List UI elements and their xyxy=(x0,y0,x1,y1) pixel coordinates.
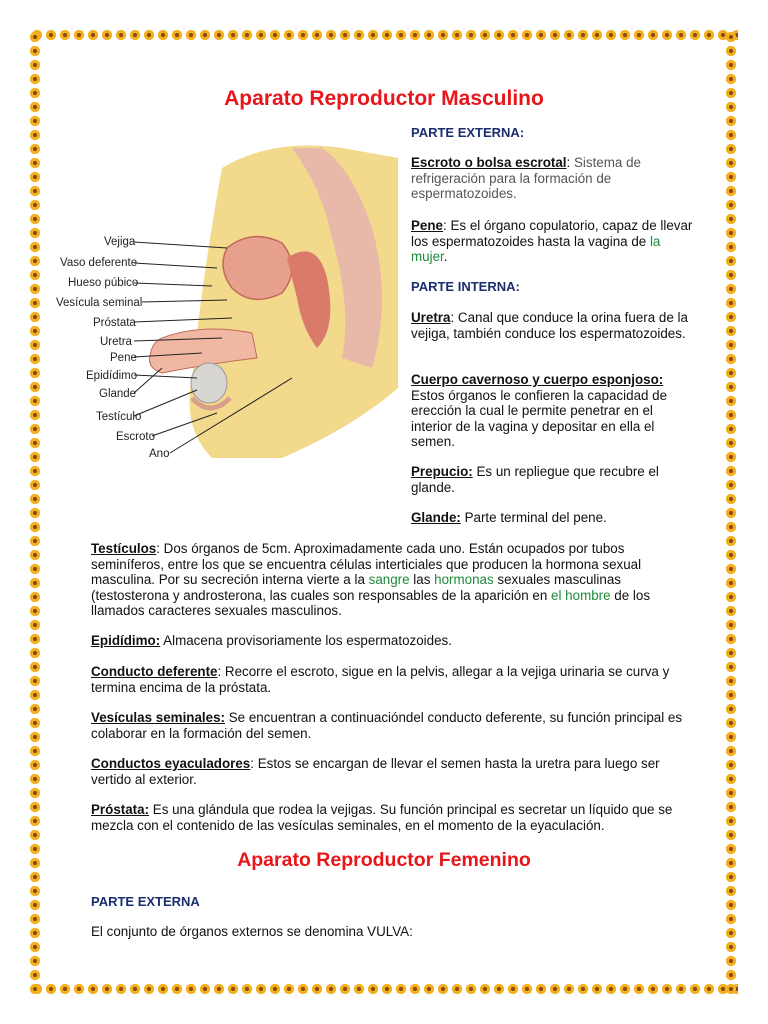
pene-text: Es el órgano copulatorio, capaz de llevar los espermatozoides hasta la vagina de xyxy=(411,218,693,249)
female-external-heading: PARTE EXTERNA xyxy=(91,894,200,909)
glande-term: Glande: xyxy=(411,510,461,525)
prepucio-term: Prepucio: xyxy=(411,464,473,479)
testiculos-text-4: de los llamados caracteres sexuales masculinos. xyxy=(91,587,651,618)
title-female: Aparato Reproductor Femenino xyxy=(237,849,531,871)
epididimo-text: Almacena provisoriamente los espermatozoides. xyxy=(160,633,452,648)
prostata-text: Es una glándula que rodea la vejigas. Su función principal es secretar un líquido que se mezcla con el contenido de las vesículas seminales, en el momento de la eyaculación. xyxy=(91,802,673,833)
top-border xyxy=(30,28,738,42)
label-glande: Glande xyxy=(99,388,137,400)
male-external-heading: PARTE EXTERNA: xyxy=(411,125,525,140)
prostata-term: Próstata: xyxy=(91,802,150,817)
label-hueso-pubico: Hueso púbico xyxy=(68,277,139,289)
conducto-deferente-paragraph xyxy=(91,664,701,695)
prepucio-paragraph xyxy=(411,464,696,495)
conducto-deferente-term: Conducto deferente xyxy=(91,664,218,679)
pene-link[interactable]: la mujer xyxy=(411,233,661,264)
testiculos-paragraph xyxy=(91,541,701,619)
title-male: Aparato Reproductor Masculino xyxy=(224,87,544,110)
label-pene: Pene xyxy=(110,352,137,364)
eyaculadores-term: Conductos eyaculadores xyxy=(91,756,251,771)
escroto-paragraph: Escroto o bolsa escrotal: Sistema de refrigeración para la formación de espermatozoides. xyxy=(411,155,641,201)
vesiculas-paragraph xyxy=(91,710,701,741)
uretra-paragraph: Uretra: Canal que conduce la orina fuera de la vejiga, también conduce los espermatozoides. xyxy=(411,310,688,341)
link-el-hombre[interactable]: el hombre xyxy=(551,587,611,603)
pene-paragraph: Pene: Es el órgano copulatorio, capaz de llevar los espermatozoides hasta la vagina de la mujer. xyxy=(411,218,693,264)
uretra-text: Canal que conduce la orina fuera de la vejiga, también conduce los espermatozoides. xyxy=(411,310,688,341)
label-vesicula-seminal: Vesícula seminal xyxy=(56,297,143,309)
link-hormonas[interactable]: hormonas xyxy=(434,572,494,587)
testiculos-text-3: sexuales masculinas (testosterona y androsterona, las cuales son responsables de la aparición en xyxy=(91,572,621,603)
epididimo-paragraph xyxy=(91,633,701,649)
prostata-paragraph xyxy=(91,802,703,833)
pene-end: . xyxy=(443,249,448,264)
label-prostata: Próstata xyxy=(93,317,136,329)
eyaculadores-text: : Estos se encargan de llevar el semen hasta la uretra para luego ser vertido al exterior. xyxy=(91,756,660,787)
link-sangre[interactable]: sangre xyxy=(368,572,410,587)
uretra-term: Uretra xyxy=(411,310,451,325)
bottom-border xyxy=(30,982,738,996)
vesiculas-text: Se encuentran a continuacióndel conducto deferente, su función principal es colaborar en la formación del semen. xyxy=(91,710,683,741)
prepucio-text: Es un repliegue que recubre el glande. xyxy=(411,464,659,495)
vulva-paragraph: El conjunto de órganos externos se denomina VULVA: xyxy=(91,924,413,939)
testiculos-text-1: : Dos órganos de 5cm. Aproximadamente cada uno. Están ocupados por tubos seminíferos, entre los que se encuentra células interticiales que producen la hormona sexual masculina. Por su secreción interna vierte a la xyxy=(91,541,642,587)
bladder-shape xyxy=(223,237,292,300)
eyaculadores-paragraph xyxy=(91,756,701,787)
label-uretra: Uretra xyxy=(100,336,132,348)
male-internal-heading: PARTE INTERNA: xyxy=(411,279,520,294)
testiculos-text-2: las xyxy=(409,572,435,587)
label-ano: Ano xyxy=(149,448,170,460)
testiculos-term: Testículos xyxy=(91,541,157,556)
escroto-term: Escroto o bolsa escrotal xyxy=(411,155,567,170)
cuerpo-text: Estos órganos le confieren la capacidad de erección la cual le permite penetrar en el interior de la vagina y depositar en ella el semen. xyxy=(411,387,668,449)
label-vaso-deferente: Vaso deferente xyxy=(60,257,138,269)
glande-text: Parte terminal del pene. xyxy=(464,510,607,525)
glande-paragraph xyxy=(411,510,696,526)
label-vejiga: Vejiga xyxy=(104,236,136,248)
testicle-shape xyxy=(191,363,227,403)
vesiculas-term: Vesículas seminales: xyxy=(91,710,225,725)
label-testiculo: Testículo xyxy=(96,411,142,423)
label-escroto: Escroto xyxy=(116,431,155,443)
pene-term: Pene xyxy=(411,218,444,233)
escroto-text: Sistema de refrigeración para la formación de espermatozoides. xyxy=(411,155,641,201)
cuerpo-term: Cuerpo cavernoso y cuerpo esponjoso: xyxy=(411,372,664,387)
cuerpo-paragraph xyxy=(411,372,696,450)
epididimo-term: Epidídimo: xyxy=(91,633,161,648)
label-epididimo: Epidídimo xyxy=(86,370,138,382)
conducto-deferente-text: : Recorre el escroto, sigue en la pelvis, allegar a la vejiga urinaria se curva y termina encima de la próstata. xyxy=(91,664,670,695)
male-anatomy-diagram xyxy=(52,128,398,468)
